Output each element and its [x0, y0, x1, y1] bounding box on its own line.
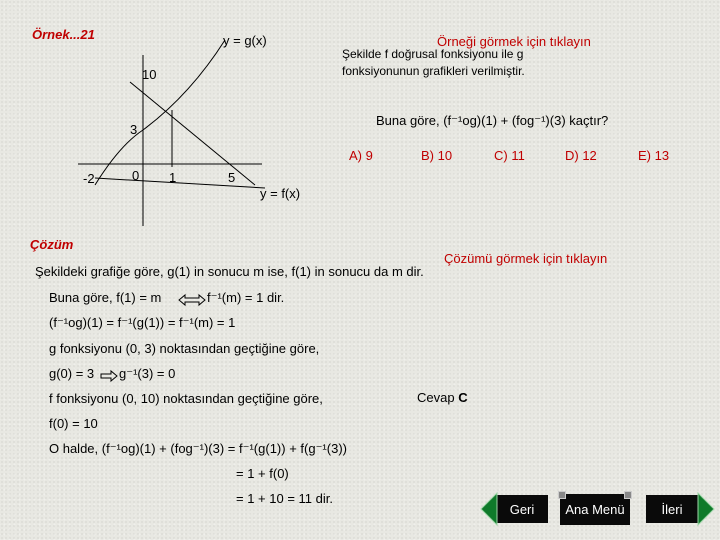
- solution-line6: f fonksiyonu (0, 10) noktasından geçtiğine göre,: [49, 391, 323, 406]
- y-tick-10: 10: [142, 67, 157, 82]
- show-solution-link[interactable]: Çözümü görmek için tıklayın: [444, 251, 608, 266]
- next-arrow-icon[interactable]: [696, 491, 716, 527]
- iff-arrow-icon: [177, 293, 207, 307]
- solution-line9: = 1 + f(0): [236, 466, 289, 481]
- back-arrow-icon[interactable]: [479, 491, 499, 527]
- f-line: [95, 178, 265, 188]
- f-line-upper: [130, 82, 255, 185]
- question-line2: fonksiyonunun grafikleri verilmiştir.: [342, 64, 525, 78]
- x-tick-5: 5: [228, 170, 236, 185]
- solution-line4: g fonksiyonu (0, 3) noktasından geçtiğine göre,: [49, 341, 320, 356]
- solution-line1: Şekildeki grafiğe göre, g(1) in sonucu m ise, f(1) in sonucu da m dir.: [35, 264, 424, 279]
- next-button[interactable]: [646, 495, 698, 523]
- option-d[interactable]: D) 12: [565, 148, 597, 163]
- option-e[interactable]: E) 13: [638, 148, 670, 163]
- example-title: Örnek...21: [32, 27, 95, 42]
- question-line1: Şekilde f doğrusal fonksiyonu ile g: [342, 47, 524, 61]
- solution-line2b: f⁻¹(m) = 1 dir.: [207, 290, 285, 305]
- x-tick-0: 0: [132, 168, 140, 183]
- back-button-label: Geri: [509, 501, 535, 517]
- solution-line5b: g⁻¹(3) = 0: [119, 366, 176, 381]
- g-curve: [95, 40, 225, 185]
- answer-prefix: Cevap: [417, 390, 455, 405]
- solution-line7: f(0) = 10: [49, 416, 98, 431]
- answer: [417, 390, 468, 405]
- next-button-label: İleri: [661, 501, 683, 517]
- solution-line3: (f⁻¹og)(1) = f⁻¹(g(1)) = f⁻¹(m) = 1: [49, 315, 236, 330]
- y-tick-3: 3: [130, 122, 138, 137]
- solution-title: Çözüm: [30, 237, 74, 252]
- x-tick-minus2: -2: [83, 171, 95, 186]
- g-label: y = g(x): [223, 33, 267, 48]
- solution-line8: O halde, (f⁻¹og)(1) + (fog⁻¹)(3) = f⁻¹(g(1)) + f(g⁻¹(3)): [49, 441, 347, 456]
- back-button[interactable]: [496, 495, 548, 523]
- f-label: y = f(x): [260, 186, 301, 201]
- x-tick-1: 1: [169, 170, 177, 185]
- option-c[interactable]: C) 11: [494, 148, 525, 163]
- answer-letter: C: [458, 390, 468, 405]
- solution-line2a: Buna göre, f(1) = m: [49, 290, 162, 305]
- home-button-label: Ana Menü: [565, 502, 625, 517]
- show-example-link[interactable]: Örneği görmek için tıklayın: [437, 34, 591, 49]
- implies-arrow-icon: [99, 369, 119, 383]
- question-ask: Buna göre, (f⁻¹og)(1) + (fog⁻¹)(3) kaçtır?: [376, 113, 609, 128]
- home-button[interactable]: [560, 494, 630, 525]
- option-a[interactable]: A) 9: [349, 148, 373, 163]
- option-b[interactable]: B) 10: [421, 148, 453, 163]
- solution-line10: = 1 + 10 = 11 dir.: [236, 491, 333, 506]
- solution-line5a: g(0) = 3: [49, 366, 95, 381]
